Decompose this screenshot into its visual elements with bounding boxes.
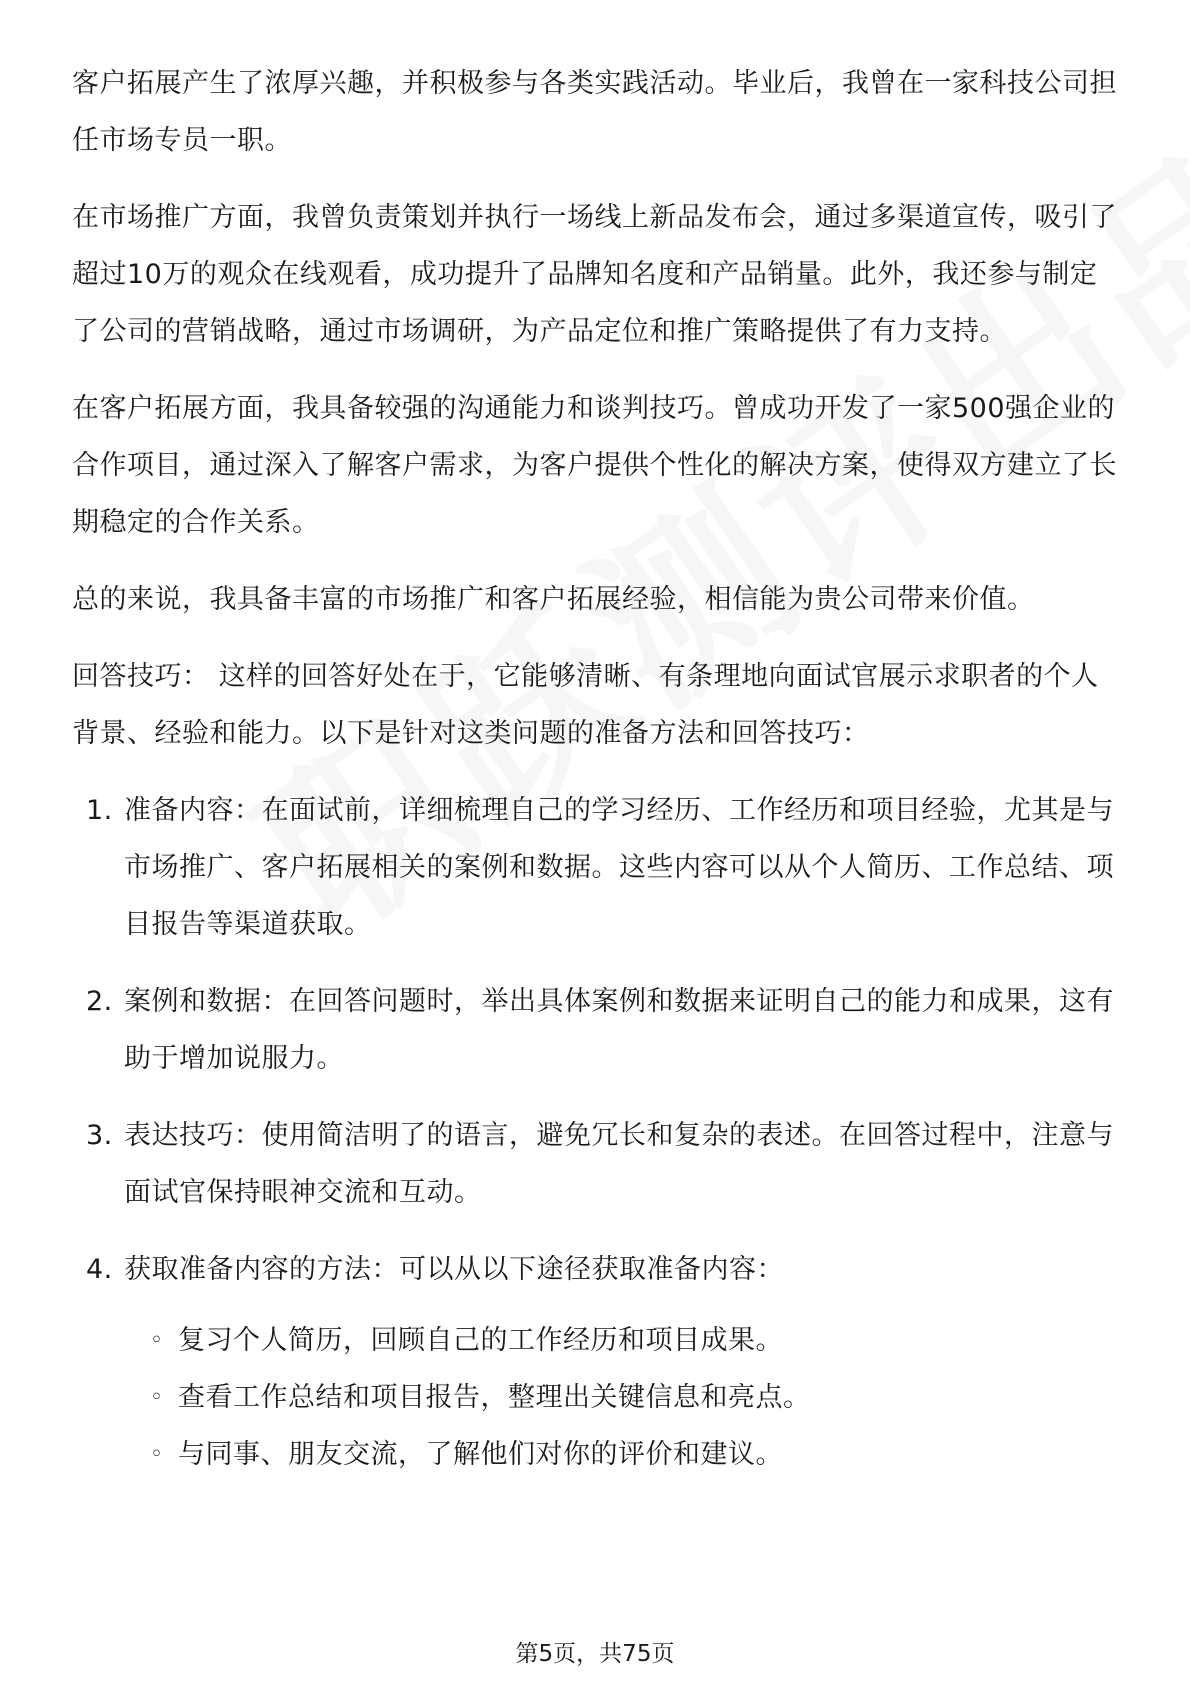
bullet-icon: ◦: [150, 1442, 164, 1467]
list-item: [72, 973, 1120, 1087]
paragraph-marketing: 在市场推广方面，我曾负责策划并执行一场线上新品发布会，通过多渠道宣传，吸引了超过10万的观众在线观看，成功提升了品牌知名度和产品销量。此外，我还参与制定了公司的营销战略，通过市场调研，为产品定位和推广策略提供了有力支持。: [72, 202, 1117, 347]
sub-bullet-list: [124, 1312, 1120, 1483]
list-item: [72, 1107, 1120, 1221]
tips-list: [72, 782, 1120, 1483]
list-number: 2.: [86, 986, 113, 1017]
paragraph-client-expansion: 在客户拓展方面，我具备较强的沟通能力和谈判技巧。曾成功开发了一家500强企业的合作项目，通过深入了解客户需求，为客户提供个性化的解决方案，使得双方建立了长期稳定的合作关系。: [72, 393, 1117, 538]
list-item: [72, 1241, 1120, 1483]
bullet-item-text: 查看工作总结和项目报告，整理出关键信息和亮点。: [178, 1382, 811, 1413]
paragraph-summary: 总的来说，我具备丰富的市场推广和客户拓展经验，相信能为贵公司带来价值。: [72, 584, 1035, 615]
page-content: [72, 55, 1120, 1503]
list-item-text: 案例和数据：在回答问题时，举出具体案例和数据来证明自己的能力和成果，这有助于增加说服力。: [124, 986, 1114, 1074]
paragraph-intro-continued: 客户拓展产生了浓厚兴趣，并积极参与各类实践活动。毕业后，我曾在一家科技公司担任市场专员一职。: [72, 68, 1117, 156]
bullet-item-text: 与同事、朋友交流，了解他们对你的评价和建议。: [178, 1439, 783, 1470]
bullet-icon: ◦: [150, 1385, 164, 1410]
bullet-item-text: 复习个人简历，回顾自己的工作经历和项目成果。: [178, 1325, 783, 1356]
paragraph-answer-tips: 回答技巧： 这样的回答好处在于，它能够清晰、有条理地向面试官展示求职者的个人背景、经验和能力。以下是针对这类问题的准备方法和回答技巧：: [72, 661, 1099, 749]
list-number: 1.: [86, 795, 113, 826]
list-item-text: 表达技巧：使用简洁明了的语言，避免冗长和复杂的表述。在回答过程中，注意与面试官保持眼神交流和互动。: [124, 1120, 1114, 1208]
list-item-text: 获取准备内容的方法：可以从以下途径获取准备内容：: [124, 1254, 784, 1285]
bullet-item: [150, 1426, 1120, 1483]
bullet-icon: ◦: [150, 1328, 164, 1353]
bullet-item: [150, 1369, 1120, 1426]
list-number: 3.: [86, 1120, 113, 1151]
list-item-text: 准备内容：在面试前，详细梳理自己的学习经历、工作经历和项目经验，尤其是与市场推广、客户拓展相关的案例和数据。这些内容可以从个人简历、工作总结、项目报告等渠道获取。: [124, 795, 1114, 940]
page-footer: 第5页，共75页: [515, 1641, 675, 1667]
list-item: [72, 782, 1120, 953]
bullet-item: [150, 1312, 1120, 1369]
list-number: 4.: [86, 1254, 113, 1285]
